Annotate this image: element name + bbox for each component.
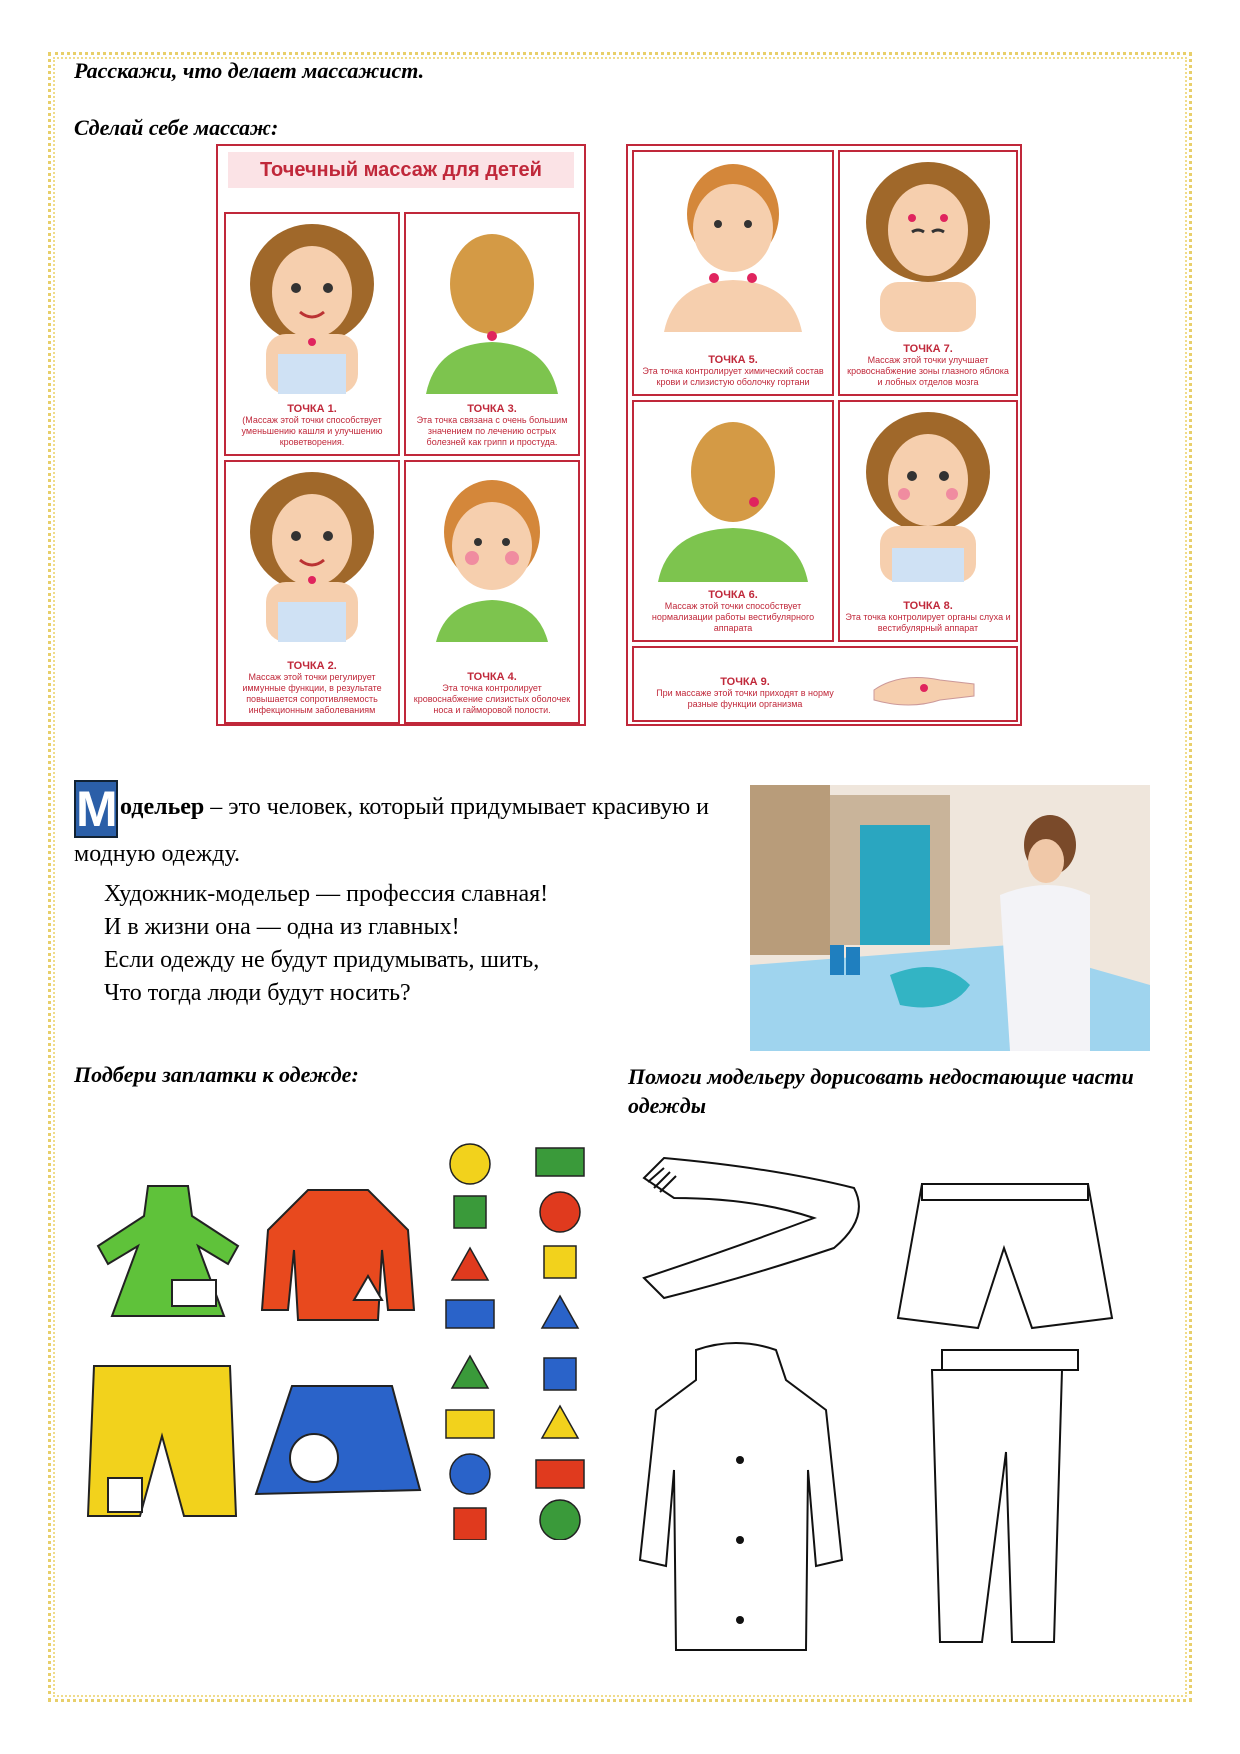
massage-poster-left [216,144,586,726]
modeler-definition-text: – это человек, который придумывает красивую и модную одежду. [74,794,710,867]
massage-poster-right [626,144,1022,726]
boy-back-illustration [406,214,578,394]
modeler-photo [750,785,1150,1051]
point-8-caption: ТОЧКА 8. Эта точка контролирует органы слуха и вестибулярный аппарат [845,600,1011,633]
green-rectangle [536,1148,584,1176]
green-circle [540,1500,580,1540]
blue-square [544,1358,576,1390]
poster-cell-point-5 [632,150,834,396]
blue-skirt-illustration [252,1380,424,1504]
blue-circle [450,1454,490,1494]
point-3-caption: ТОЧКА 3. Эта точка связана с очень большим значением по лечению острых болезней как грипп и простуда. [416,403,568,447]
heading-massage-tell: Расскажи, что делает массажист. [74,58,425,83]
poem-line: Если одежду не будут придумывать, шить, [104,947,540,973]
boy-face-illustration [406,462,578,642]
modeler-definition [74,780,714,871]
modeler-poem [104,878,704,1010]
modeler-term: одельер [120,794,205,820]
point-5-caption: ТОЧКА 5. Эта точка контролирует химический состав крови и слизистую оболочку гортани [642,354,824,387]
yellow-pants-illustration [84,1356,240,1528]
green-triangle [452,1356,488,1388]
missing-patch-square [108,1478,142,1512]
point-9-caption: ТОЧКА 9. При массаже этой точки приходят в норму разные функции организма [656,676,834,709]
boy-back-illustration [634,402,832,582]
trousers-outline-illustration [922,1342,1092,1658]
yellow-rectangle [446,1410,494,1438]
girl-illustration [226,462,398,642]
green-dress-illustration [88,1176,250,1326]
heading-patches: Подбери заплатки к одежде: [74,1062,359,1087]
red-rectangle [536,1460,584,1488]
scarf-outline-illustration [634,1138,874,1318]
point-2-caption: ТОЧКА 2. Массаж этой точки регулирует иммунные функции, в результате повышается сопротивляемость инфекционным заболеваниям [242,660,382,715]
poster-title: Точечный массаж для детей [228,152,574,188]
boy-neck-illustration [634,152,832,332]
poster-cell-point-9 [632,646,1018,722]
coat-outline-illustration [636,1340,848,1662]
heading-massage-self: Сделай себе массаж: [74,115,279,140]
poster-cell-point-3 [404,212,580,456]
poem-line: Что тогда люди будут носить? [104,980,411,1006]
hand-illustration [870,666,980,710]
missing-patch-rectangle [172,1280,216,1306]
poster-cell-point-7 [838,150,1018,396]
poster-cell-point-8 [838,400,1018,642]
point-1-caption: ТОЧКА 1. (Массаж этой точки способствует уменьшению кашля и улучшению кроветворения. [241,403,383,447]
yellow-circle [450,1144,490,1184]
yellow-square [544,1246,576,1278]
point-6-caption: ТОЧКА 6. Массаж этой точки способствует нормализации работы вестибулярного аппарата [651,589,815,633]
patch-shapes-grid [440,1140,600,1540]
poster-cell-point-2 [224,460,400,724]
poster-cell-point-4 [404,460,580,724]
girl-illustration [226,214,398,394]
blue-rectangle [446,1300,494,1328]
red-square [454,1508,486,1540]
girl-ears-illustration [840,402,1016,582]
shorts-outline-illustration [892,1178,1114,1336]
heading-draw-missing: Помоги модельеру дорисовать недостающие части одежды [628,1064,1134,1118]
poster-cell-point-1 [224,212,400,456]
blue-triangle [542,1296,578,1328]
point-7-caption: ТОЧКА 7. Массаж этой точки улучшает кровоснабжение зоны глазного яблока и лобных отделов мозга [847,343,1009,387]
yellow-triangle [542,1406,578,1438]
red-triangle [452,1248,488,1280]
green-square [454,1196,486,1228]
poster-cell-point-6 [632,400,834,642]
missing-patch-circle [290,1434,338,1482]
poem-line: И в жизни она — одна из главных! [104,914,460,940]
girl-eyes-illustration [840,152,1016,332]
point-4-caption: ТОЧКА 4. Эта точка контролирует кровоснабжение слизистых оболочек носа и гайморовой полости. [413,671,571,715]
drop-cap: М [76,781,118,837]
red-circle [540,1192,580,1232]
poem-line: Художник-модельер — профессия славная! [104,881,549,907]
red-jacket-illustration [258,1180,418,1330]
